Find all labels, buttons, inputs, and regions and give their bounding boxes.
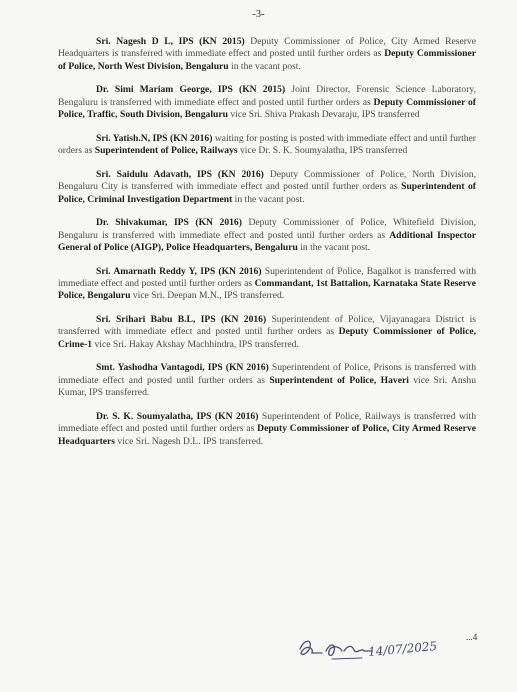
order-text: Superintendent of Police, Vijayanagara District is transferred with immediate effect and posted until further orders as xyxy=(58,314,476,338)
transfer-order xyxy=(58,411,476,448)
order-text: Deputy Commissioner of Police, Whitefield Division, Bengaluru is transferred with immediate effect and posted until further orders as xyxy=(58,217,476,241)
new-post: Superintendent of Police, Criminal Investigation Department xyxy=(58,181,476,205)
transfer-order xyxy=(58,362,476,399)
order-text: Superintendent of Police, Bagalkot is transferred with immediate effect and posted until further orders as xyxy=(58,265,476,290)
order-note: vice Sri. Shiva Prakash Devaraju, IPS transferred xyxy=(227,109,420,121)
order-text: Superintendent of Police, Prisons is transferred with immediate effect and posted until further orders as xyxy=(58,362,476,386)
transfer-order xyxy=(58,217,476,254)
officer-name: Dr. Shivakumar, IPS (KN 2016) xyxy=(96,217,242,229)
officer-name: Sri. Amarnath Reddy Y, IPS (KN 2016) xyxy=(96,265,262,277)
transfer-order xyxy=(58,36,476,73)
page-number: -3- xyxy=(252,9,265,20)
officer-name: Dr. S. K. Soumyalatha, IPS (KN 2016) xyxy=(96,410,259,422)
next-page-marker: ...4 xyxy=(466,632,478,642)
order-note: vice Dr. S. K. Soumyalatha, IPS transferred xyxy=(237,145,408,157)
document-body xyxy=(58,36,476,459)
new-post: Deputy Commissioner of Police, Crime-1 xyxy=(58,326,477,350)
new-post: Commandant, 1st Battalion, Karnataka State Reserve Police, Bengaluru xyxy=(58,278,476,302)
new-post: Superintendent of Police, Railways xyxy=(94,145,238,157)
order-text: Superintendent of Police, Railways is transferred with immediate effect and posted until further orders as xyxy=(58,410,476,435)
order-text: Joint Director, Forensic Science Laboratory, Bengaluru is transferred with immediate effect and posted until further orders as xyxy=(58,84,476,108)
order-text: Deputy Commissioner of Police, North Division, Bengaluru City is transferred with immediate effect and posted until further orders as xyxy=(58,168,476,193)
order-note: in the vacant post. xyxy=(297,242,371,254)
new-post: Additional Inspector General of Police (AIGP), Police Headquarters, Bengaluru xyxy=(58,229,477,254)
order-note: vice Sri. Anshu Kumar, IPS transferred. xyxy=(58,374,476,399)
order-note: in the vacant post. xyxy=(232,193,305,205)
new-post: Deputy Commissioner of Police, Traffic, South Division, Bengaluru xyxy=(58,96,476,121)
transfer-order xyxy=(58,169,476,206)
new-post: Deputy Commissioner of Police, City Armed Reserve Headquarters xyxy=(58,423,476,447)
officer-name: Sri. Yatish.N, IPS (KN 2016) xyxy=(96,132,213,144)
transfer-order xyxy=(58,266,476,303)
order-text: Deputy Commissioner of Police, City Armed Reserve Headquarters is transferred with immediate effect and posted until further orders as xyxy=(58,36,476,60)
order-note: vice Sri. Deepan M.N., IPS transferred. xyxy=(130,290,285,302)
signature-date: 14/07/2025 xyxy=(367,639,438,659)
officer-name: Smt. Yashodha Vantagodi, IPS (KN 2016) xyxy=(96,362,269,374)
transfer-order xyxy=(58,314,476,351)
officer-name: Dr. Simi Mariam George, IPS (KN 2015) xyxy=(96,84,286,96)
order-text: waiting for posting is posted with immediate effect and until further orders as xyxy=(58,132,477,157)
officer-name: Sri. Srihari Babu B.L, IPS (KN 2016) xyxy=(96,314,267,326)
order-note: vice Sri. Nagesh D.L. IPS transferred. xyxy=(115,435,264,447)
officer-name: Sri. Nagesh D L, IPS (KN 2015) xyxy=(96,36,245,47)
officer-name: Sri. Saidulu Adavath, IPS (KN 2016) xyxy=(96,168,264,180)
new-post: Deputy Commissioner of Police, North West Division, Bengaluru xyxy=(58,48,476,72)
transfer-order xyxy=(58,133,476,158)
transfer-order xyxy=(58,84,476,121)
new-post: Superintendent of Police, Haveri xyxy=(269,374,409,386)
order-note: in the vacant post. xyxy=(228,60,301,72)
order-note: vice Sri. Hakay Akshay Machhindra, IPS transferred. xyxy=(92,338,299,350)
